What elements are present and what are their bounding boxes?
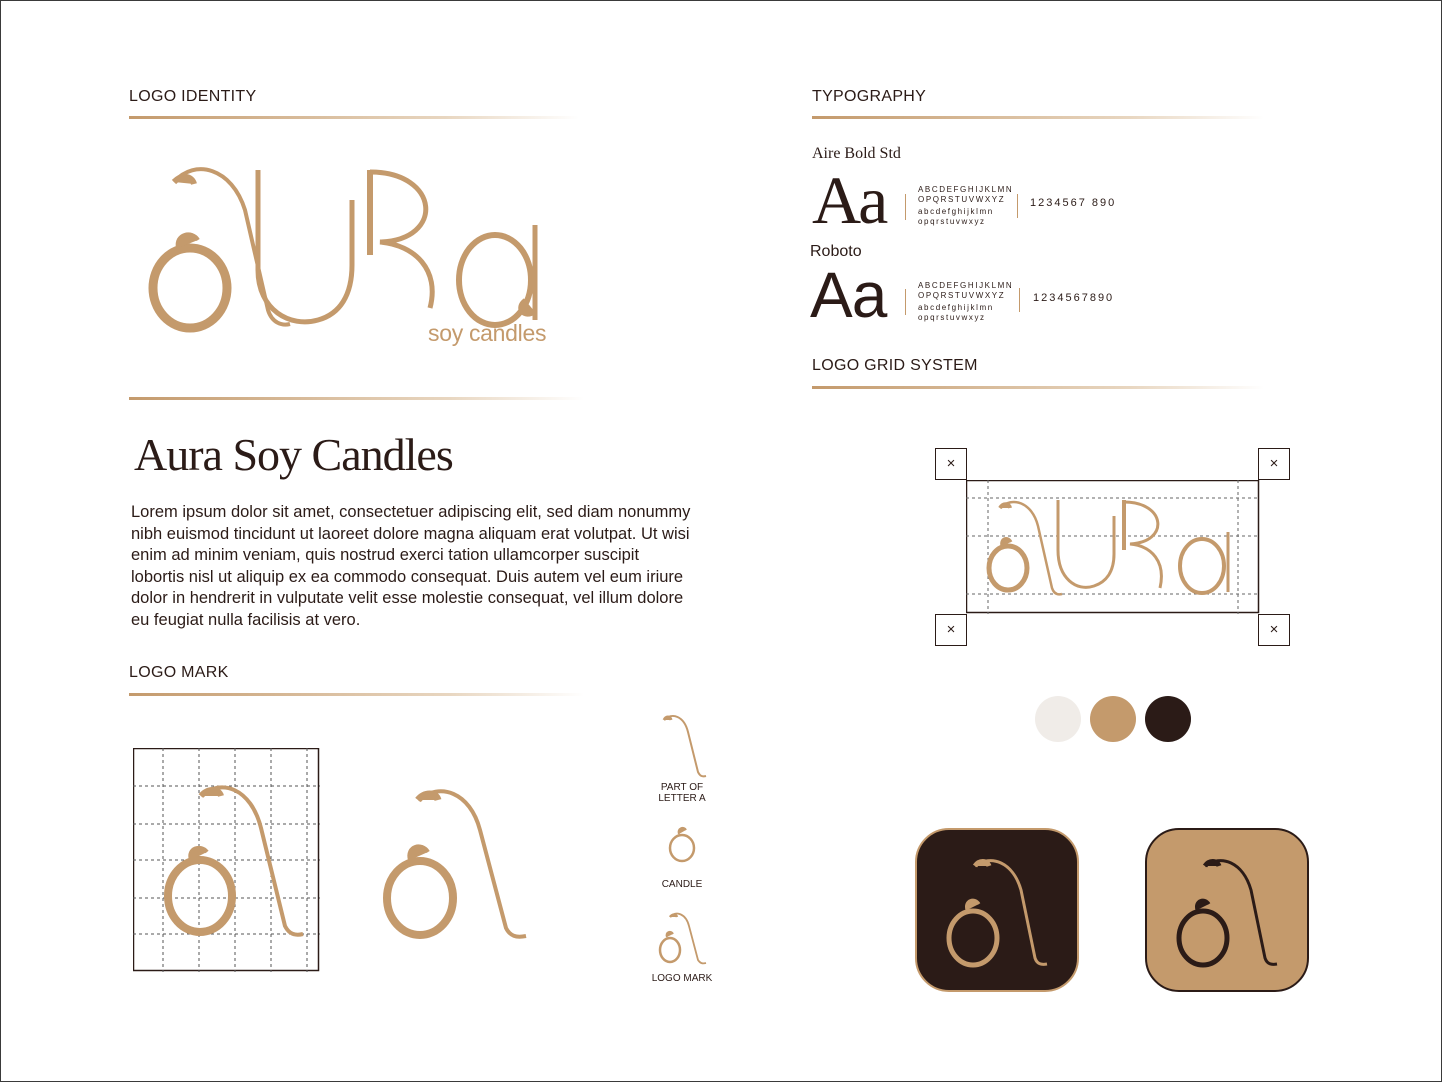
section-rule bbox=[129, 397, 584, 400]
font1-sample: Aa bbox=[812, 162, 886, 238]
app-icon-dark bbox=[915, 828, 1079, 992]
label-candle: CANDLE bbox=[661, 879, 703, 890]
brand-name: Aura Soy Candles bbox=[134, 429, 453, 480]
font2-digits: 1234567890 bbox=[1033, 292, 1115, 304]
app-icon-gold bbox=[1145, 828, 1309, 992]
section-rule bbox=[129, 693, 584, 696]
font1-name: Aire Bold Std bbox=[812, 145, 901, 162]
label-line: PART OF bbox=[660, 782, 704, 793]
color-swatch-dark-brown bbox=[1145, 696, 1191, 742]
divider bbox=[905, 194, 906, 220]
glyph-row: OPQRSTUVWXYZ bbox=[918, 291, 1006, 300]
glyph-row: opqrstuvwxyz bbox=[918, 313, 986, 322]
logo-grid-graphic bbox=[966, 480, 1260, 614]
section-title-typography: TYPOGRAPHY bbox=[812, 88, 927, 105]
section-title-logo-identity: LOGO IDENTITY bbox=[129, 88, 257, 105]
clearspace-marker-top-right: × bbox=[1258, 448, 1290, 480]
clearspace-marker-top-left: × bbox=[935, 448, 967, 480]
candle-part bbox=[664, 824, 700, 864]
section-rule bbox=[812, 386, 1264, 389]
brand-description: Lorem ipsum dolor sit amet, consectetuer adipiscing elit, sed diam nonummy nibh euismod tincidunt ut laoreet dolore magna aliquam erat volutpat. Ut wisi enim ad minim veniam, quis nostrud exerci tation ullamcorper suscipit lobortis nisl ut aliquip ex ea commodo consequat. Duis autem vel eum iriure dolor in hendrerit in vulputate velit esse molestie consequat, vel illum dolore eu feugiat nulla facilisis at vero. bbox=[131, 503, 691, 629]
logo-mark-small-icon bbox=[656, 910, 710, 966]
color-swatch-gold bbox=[1090, 696, 1136, 742]
logo-grid-frame bbox=[966, 480, 1260, 614]
letter-a-part-graphic bbox=[658, 712, 708, 780]
logo-mark-grid-graphic bbox=[133, 748, 320, 972]
logo-mark-icon bbox=[917, 830, 1077, 990]
divider bbox=[1019, 288, 1020, 312]
divider bbox=[905, 289, 906, 315]
logo-tagline: soy candles bbox=[428, 320, 547, 346]
logo-mark-grid bbox=[133, 748, 320, 972]
label-logo-mark: LOGO MARK bbox=[651, 973, 713, 984]
logo-mark-graphic bbox=[378, 780, 538, 940]
glyph-row: abcdefghijklmn bbox=[918, 303, 994, 312]
section-rule bbox=[129, 116, 579, 119]
section-title-logo-grid-system: LOGO GRID SYSTEM bbox=[812, 357, 978, 374]
glyph-row: opqrstuvwxyz bbox=[918, 217, 986, 226]
glyph-row: ABCDEFGHIJKLMN bbox=[918, 281, 1014, 290]
logo-mark-icon bbox=[1147, 830, 1307, 990]
letter-a-part bbox=[658, 712, 708, 780]
candle-icon bbox=[664, 824, 700, 864]
color-swatch-cream bbox=[1035, 696, 1081, 742]
label-part-of-letter-a bbox=[642, 782, 722, 804]
glyph-row: OPQRSTUVWXYZ bbox=[918, 195, 1006, 204]
logo-mark-large bbox=[378, 780, 538, 940]
glyph-row: ABCDEFGHIJKLMN bbox=[918, 185, 1014, 194]
font1-digits: 1234567 890 bbox=[1030, 197, 1117, 209]
section-rule bbox=[812, 116, 1264, 119]
font2-sample: Aa bbox=[810, 259, 887, 331]
font1-glyphs bbox=[918, 185, 1013, 227]
clearspace-marker-bottom-right: × bbox=[1258, 614, 1290, 646]
clearspace-marker-bottom-left: × bbox=[935, 614, 967, 646]
font2-name: Roboto bbox=[810, 243, 862, 260]
label-line: LETTER A bbox=[658, 793, 706, 804]
section-title-logo-mark: LOGO MARK bbox=[129, 664, 229, 681]
glyph-row: abcdefghijklmn bbox=[918, 207, 994, 216]
divider bbox=[1017, 194, 1018, 218]
font2-glyphs bbox=[918, 281, 1013, 323]
logo-mark-small bbox=[656, 910, 710, 966]
